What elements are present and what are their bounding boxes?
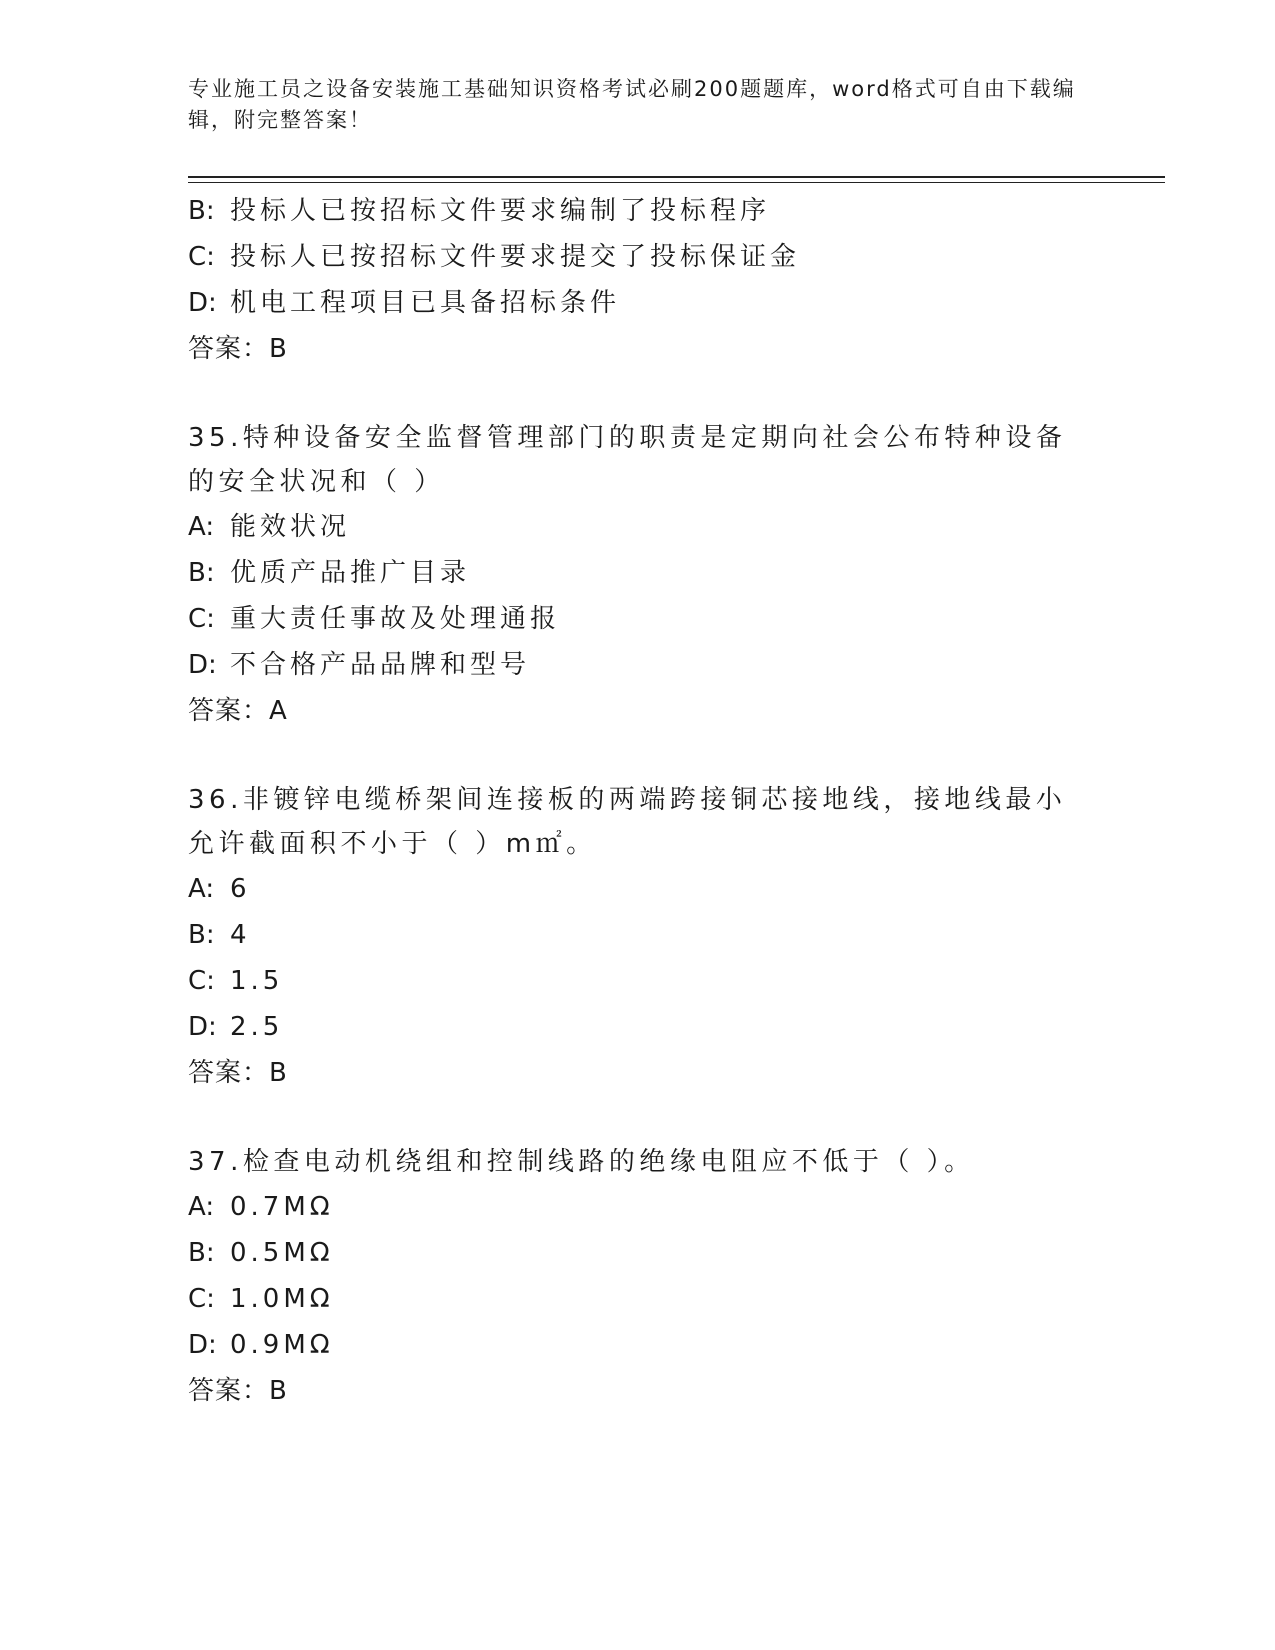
option-d <box>188 1004 1088 1050</box>
option-text: 4 <box>230 920 251 950</box>
option-label: A: <box>188 1192 215 1222</box>
header-rule-thick <box>188 176 1165 178</box>
option-text: 1.5 <box>230 966 284 996</box>
option-label: D: <box>188 288 217 318</box>
option-text: 重大责任事故及处理通报 <box>230 604 561 634</box>
question-35 <box>188 416 1088 734</box>
option-text: 不合格产品品牌和型号 <box>230 650 531 680</box>
option-a <box>188 866 1088 912</box>
option-label: B: <box>188 1238 215 1268</box>
option-b <box>188 550 1088 596</box>
header-rule-thin <box>188 182 1165 183</box>
option-text: 0.5MΩ <box>230 1238 334 1268</box>
option-b <box>188 912 1088 958</box>
question-37 <box>188 1140 1088 1414</box>
option-label: B: <box>188 196 215 226</box>
option-label: A: <box>188 512 215 542</box>
option-text: 1.0MΩ <box>230 1284 334 1314</box>
option-c <box>188 958 1088 1004</box>
option-c <box>188 234 1088 280</box>
question-stem: 36.非镀锌电缆桥架间连接板的两端跨接铜芯接地线，接地线最小允许截面积不小于（ ）m㎡。 <box>188 785 1067 859</box>
option-label: C: <box>188 242 215 272</box>
option-text: 0.9MΩ <box>230 1330 334 1360</box>
answer-line: 答案：B <box>188 334 288 364</box>
option-label: C: <box>188 966 215 996</box>
option-a <box>188 504 1088 550</box>
document-header: 专业施工员之设备安装施工基础知识资格考试必刷200题题库，word格式可自由下载编辑，附完整答案！ <box>188 77 1076 132</box>
option-b <box>188 188 1088 234</box>
option-text: 能效状况 <box>230 512 351 542</box>
question-36 <box>188 778 1088 1096</box>
question-list <box>188 188 1088 1414</box>
answer-line: 答案：B <box>188 1376 288 1406</box>
option-label: C: <box>188 604 215 634</box>
option-label: A: <box>188 874 215 904</box>
option-text: 机电工程项目已具备招标条件 <box>230 288 621 318</box>
option-label: D: <box>188 1330 217 1360</box>
answer-line: 答案：B <box>188 1058 288 1088</box>
question-stem: 37.检查电动机绕组和控制线路的绝缘电阻应不低于（ ）。 <box>188 1147 975 1177</box>
question-stem: 35.特种设备安全监督管理部门的职责是定期向社会公布特种设备的安全状况和（ ） <box>188 423 1067 497</box>
option-label: C: <box>188 1284 215 1314</box>
option-label: B: <box>188 920 215 950</box>
option-label: D: <box>188 1012 217 1042</box>
option-text: 2.5 <box>230 1012 284 1042</box>
option-text: 优质产品推广目录 <box>230 558 471 588</box>
option-d <box>188 1322 1088 1368</box>
option-a <box>188 1184 1088 1230</box>
question-34 <box>188 188 1088 372</box>
option-label: B: <box>188 558 215 588</box>
option-d <box>188 642 1088 688</box>
answer-line: 答案：A <box>188 696 288 726</box>
option-label: D: <box>188 650 217 680</box>
option-text: 投标人已按招标文件要求编制了投标程序 <box>230 196 771 226</box>
option-c <box>188 1276 1088 1322</box>
option-text: 6 <box>230 874 251 904</box>
option-d <box>188 280 1088 326</box>
option-text: 投标人已按招标文件要求提交了投标保证金 <box>230 242 801 272</box>
option-b <box>188 1230 1088 1276</box>
option-text: 0.7MΩ <box>230 1192 334 1222</box>
option-c <box>188 596 1088 642</box>
